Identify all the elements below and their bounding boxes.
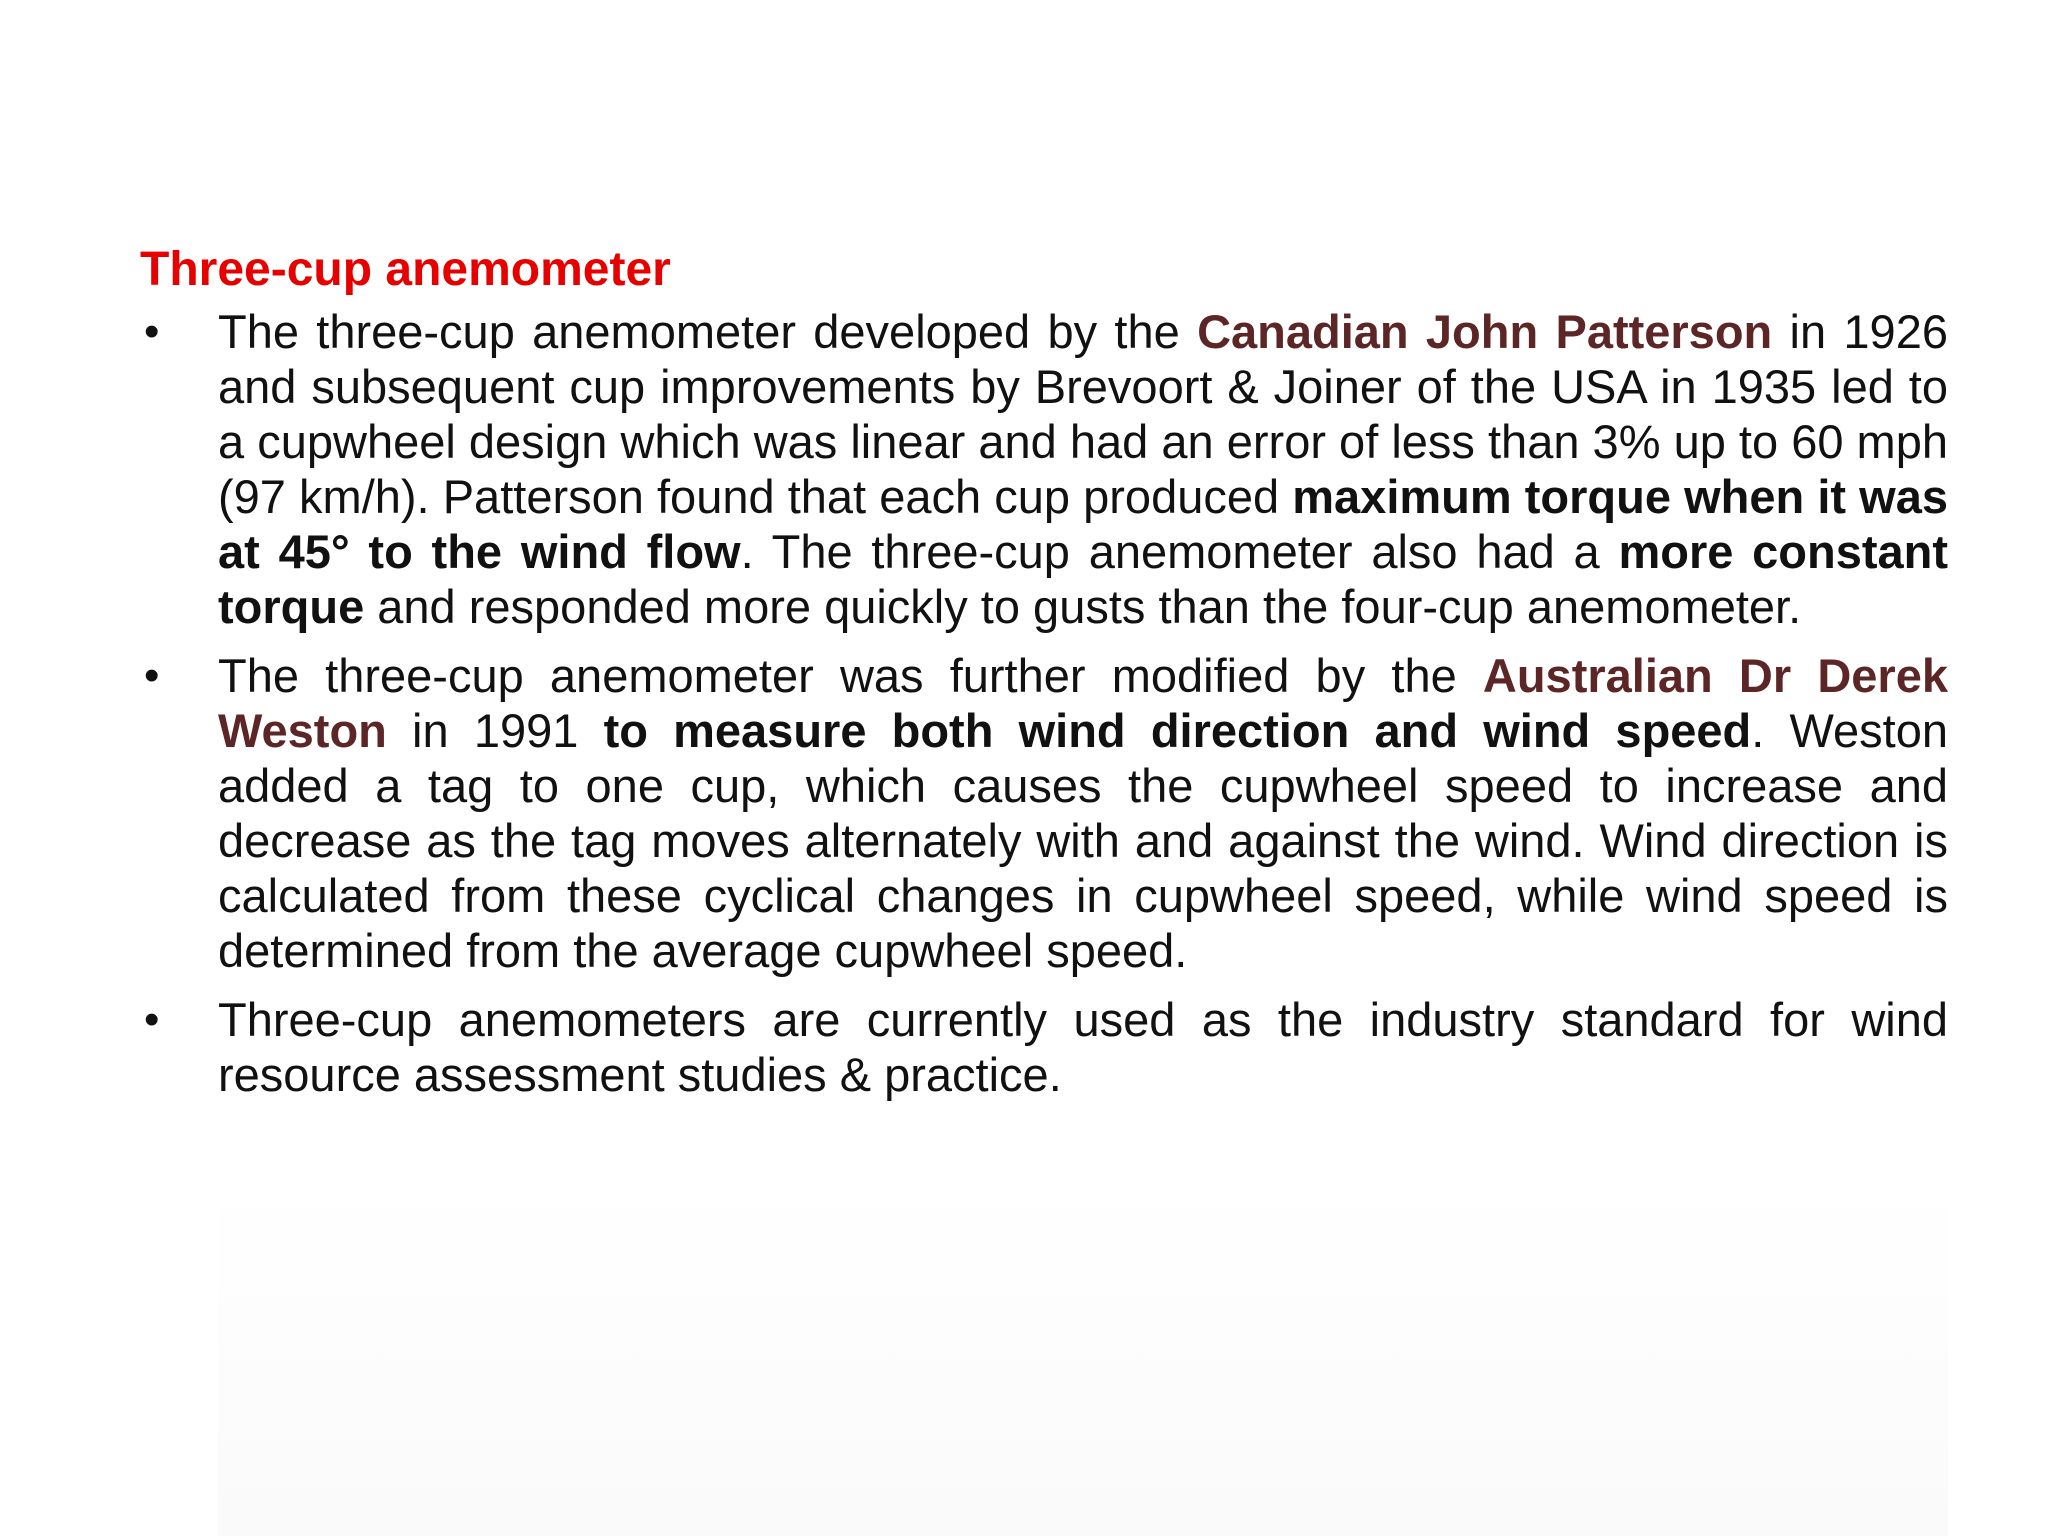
bullet-text: in 1926 and subsequent cup improvements by Brevoort & Joiner of the USA in 1935 led to a cupwheel design which was linear and had an error of less than 3% up to 60 mph (97 km/h). Patterson found that each cup produced [218,305,1948,523]
bullet-item-industry-standard [140,992,1948,1102]
bullet-icon: • [144,995,160,1044]
bullet-text: and responded more quickly to gusts than the four-cup anemometer. [364,580,1802,633]
bullet-icon: • [144,651,160,700]
slide-heading: Three-cup anemometer [140,243,671,296]
bold-phrase: maximum torque when it was at 45° to the wind flow [218,470,1948,578]
highlighted-name: Canadian John Patterson [1197,305,1773,358]
bullet-text: The three-cup anemometer was further modified by the [218,649,1483,702]
slide-body [140,240,1948,1116]
bullet-text: Three-cup anemometers are currently used as the industry standard for wind resource assessment studies & practice. [218,993,1948,1101]
bullet-text: . Weston added a tag to one cup, which causes the cupwheel speed to increase and decrease as the tag moves alternately with and against the wind. Wind direction is calculated from these cyclical changes in cupwheel speed, while wind speed is determined from the average cupwheel speed. [218,704,1948,977]
content-shade [218,1180,1948,1536]
bullet-text: The three-cup anemometer developed by the [218,305,1198,358]
bullet-list [140,304,1948,1102]
bullet-icon: • [144,307,160,356]
highlighted-name: Australian Dr Derek Weston [218,649,1948,757]
bold-phrase: to measure both wind direction and wind speed [603,704,1752,757]
bold-phrase: more constant torque [218,525,1948,633]
bullet-item-weston [140,648,1948,978]
bullet-text: in 1991 [386,704,604,757]
bullet-item-patterson [140,304,1948,634]
bullet-text: . The three-cup anemometer also had a [740,525,1619,578]
